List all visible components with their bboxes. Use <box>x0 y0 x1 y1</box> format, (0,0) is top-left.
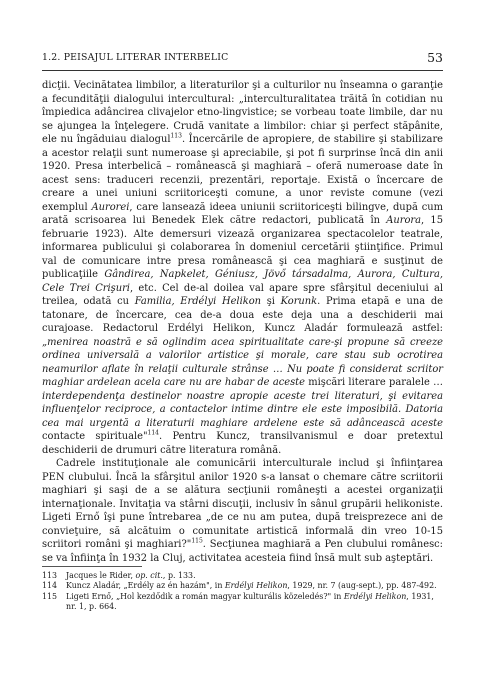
footnote-rule <box>42 566 142 567</box>
text-run: . Pentru Kuncz, transilvanismul e doar pretextul deschiderii de drumuri către literatura română. <box>42 431 443 456</box>
footnote-number: 114 <box>42 581 58 591</box>
footnote-text: , 1929, nr. 7 (aug-sept.), pp. 487-492. <box>287 581 437 591</box>
text-run: şi <box>261 296 281 307</box>
text-run: . Încercările de apropiere, de stabilire şi stabilizare a acestor relaţii sunt numeroase şi apreciabile, şi pot fi surprinse încă din anii 1920. Presa interbelică – românească şi maghiară – oferă numeroase date în acest sens: traduceri recenzii, prezentări, reportaje. Există o încercare de creare a unei uniuni scriitoriceşti comune, a unor reviste comune (vezi exemplul <box>42 134 444 213</box>
page-number: 53 <box>427 50 443 65</box>
italic-run: Gândirea, Napkelet, Géniusz, Jövő társadalma, Aurora, Cultura, Cele Trei Crişuri <box>42 269 443 294</box>
footnote-italic: Erdélyi Helikon <box>343 591 407 601</box>
text-run: dicţii. Vecinătatea limbilor, a literaturilor şi a culturilor nu înseamna o garanţie a fecundităţii dialogului intercultural: „interculturalitatea trăită în cotidian nu împiedica adâncirea clivajelor etno-lingvistice; se vorbeau toate limbile, dar nu se ajungea la înţelegere. Crudă vanitate a limbilor: chiar şi perfect stăpânite, ele nu îngăduiau dialogul <box>42 80 443 145</box>
paragraph-2 <box>42 457 443 565</box>
footnote-114 <box>42 581 443 591</box>
text-run: contacte spirituale" <box>42 431 148 442</box>
header-rule <box>42 70 443 71</box>
footnote-number: 113 <box>42 571 58 580</box>
text-run: . Secţiunea maghiară a Pen clubului românesc: se va înfiinţa în 1932 la Cluj, activitatea acesteia fiind însă mult sub aşteptări. <box>42 539 443 564</box>
text-run: . Prima etapă e una de tatonare, de încercare, cea de-a doua este deja una a deschiderii mai curajoase. Redactorul Erdélyi Helikon, Kuncz Aladár formulează astfel: <box>42 296 444 334</box>
footnote-ref-115[interactable]: 115 <box>191 537 203 545</box>
italic-run: Korunk <box>280 296 318 307</box>
footnote-italic: op. cit. <box>135 571 163 580</box>
quote-italic: interdependenţa destinelor noastre apropie aceste trei literaturi, şi evitarea influenţelor reciproce, a contactelor intime dintre ele este imposibilă. Datoria cea mai urgentă a literaturii maghiare ardelene este să adâncească acestе <box>42 390 443 429</box>
chapter-title: 1.2. PEISAJUL LITERAR INTERBELIC <box>42 52 229 63</box>
footnote-text: Jacques le Rider, <box>66 571 136 580</box>
running-header <box>42 52 443 66</box>
text-run: , 15 februarie 1923). Alte demersuri vizează organizarea spectacolelor teatrale, informarea publicului şi colaborarea în domeniul cercetării ştiinţifice. Primul val de comunicare intre presa românească şi cea maghiară e susţinut de publicaţiile <box>42 215 443 280</box>
text-run: Cadrele instituţionale ale comunicării interculturale includ şi înfiinţarea PEN clubului. Încă la sfârşitul anilor 1920 s-a lansat o chemare către scriitorii maghiari şi saşi de a se alătura secţiunii româneşti a acestei organizaţii internaţionale. Invitaţia va stârni discuţii, inclusiv în sânul grupării helikoniste. Ligeti Ernő îşi pune întrebarea „de ce nu am putea, după treisprezece ani de convieţuire, să alcătuim o comunitate artistică informală din vreo 10-15 scriitori români şi maghiari?" <box>42 458 443 550</box>
footnote-number: 115 <box>42 591 58 601</box>
footnotes <box>42 571 443 613</box>
footnote-text: , p. 133. <box>162 571 196 580</box>
paragraph-1 <box>42 79 443 457</box>
footnote-ref-114[interactable]: 114 <box>147 429 159 437</box>
italic-run: Familia, Erdélyi Helikon <box>134 296 262 307</box>
quote-italic: „menirea noastră e să oglindim acea spiritualitate care-şi propune să creeze ordinea universală a valorilor artistice şi morale, care stau sub ocrotirea neamurilor aflate în relaţii culturale strânse … Nu poate fi considerat scriitor maghiar ardelean acela care nu are habar de aceste <box>42 336 443 388</box>
text-run: , care lansează ideea uniunii scriitoriceşti bilingve, după cum arată scrisoarea lui Benedek Elek către redactori, publicată în <box>42 201 443 226</box>
footnote-text: Kuncz Aladár, „Erdély az én hazám", in <box>66 581 225 591</box>
body-text <box>42 79 443 565</box>
italic-run: Aurorei <box>91 201 130 213</box>
footnote-text: Ligeti Ernő, „Hol kezdődik a román magyar kulturális közeledés?" in <box>66 591 344 601</box>
footnote-113 <box>42 571 443 581</box>
footnote-text: , 1931, nr. 1, p. 664. <box>66 591 434 612</box>
footnote-italic: Erdélyi Helikon <box>224 581 288 591</box>
text-run: mişcări literare paralele … <box>304 377 443 388</box>
footnote-ref-113[interactable]: 113 <box>170 132 182 140</box>
italic-run: Aurora <box>386 215 422 226</box>
footnote-115 <box>42 592 443 613</box>
text-run: , etc. Cel de-al doilea val apare spre sfârşitul deceniului al treilea, odată cu <box>42 282 443 307</box>
